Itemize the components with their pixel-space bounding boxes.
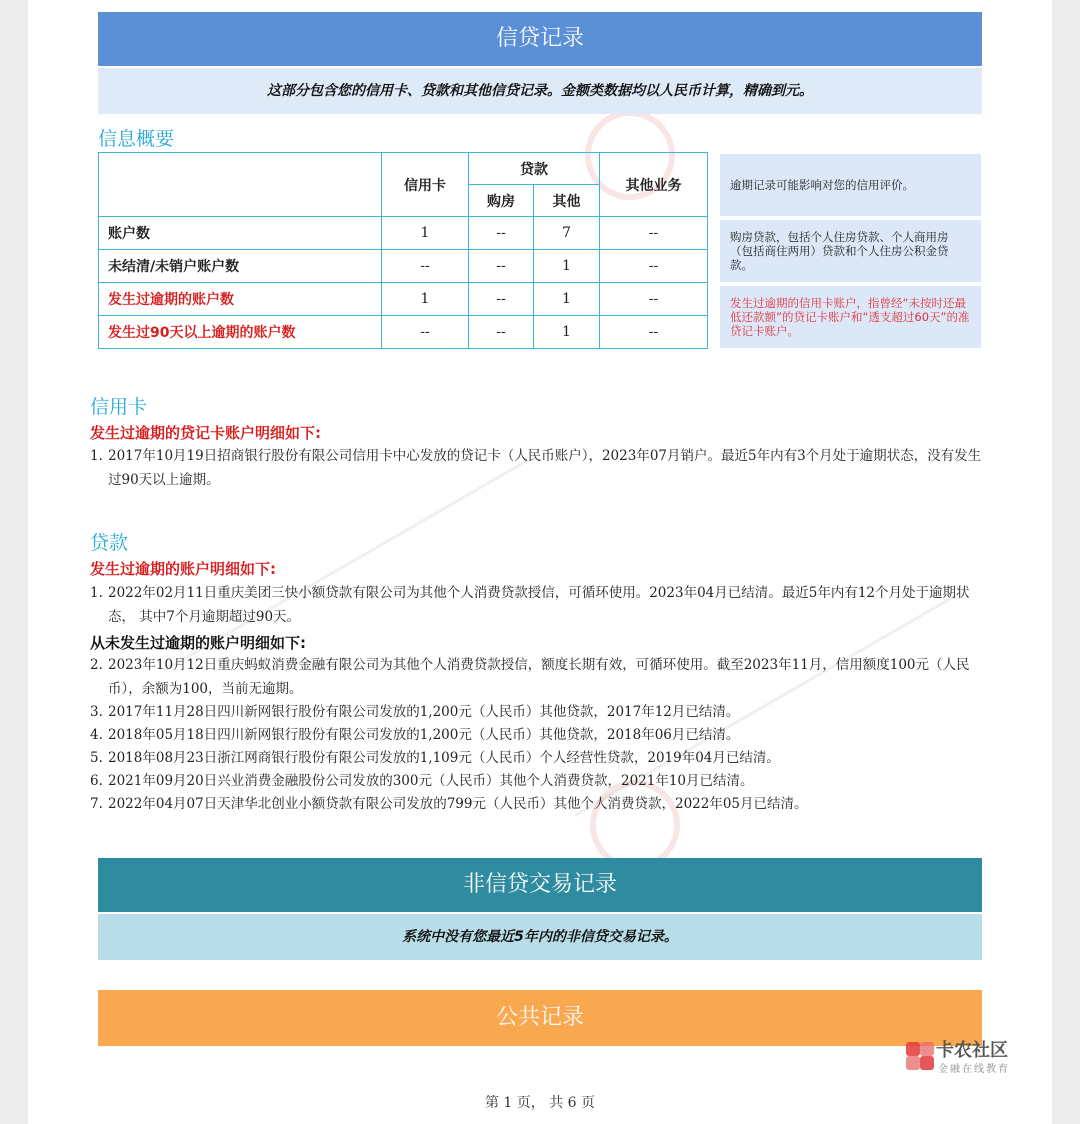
non-credit-banner — [98, 858, 982, 912]
item-text: 2018年05月18日四川新网银行股份有限公司发放的1,200元（人民币）其他贷款，2018年06月已结清。 — [108, 727, 740, 743]
overview-heading: 信息概要 — [98, 128, 175, 150]
note-overdue-impact: 逾期记录可能影响对您的信用评价。 — [720, 154, 981, 216]
header-housing: 购房 — [469, 185, 534, 217]
cell-other-business: -- — [600, 250, 708, 283]
cell-other: 1 — [534, 250, 600, 283]
item-text: 2017年10月19日招商银行股份有限公司信用卡中心发放的贷记卡（人民币账户），2023年07月销户。最近5年内有3个月处于逾期状态，没有发生过90天以上逾期。 — [108, 448, 982, 488]
cell-credit-card: -- — [382, 250, 469, 283]
item-number: 5. — [90, 750, 103, 766]
cell-credit-card: -- — [382, 316, 469, 349]
cell-housing: -- — [469, 250, 534, 283]
list-item — [90, 653, 990, 701]
item-number: 4. — [90, 727, 103, 743]
loan-normal-heading: 从未发生过逾期的账户明细如下: — [90, 634, 307, 652]
note-overdue-card: 发生过逾期的信用卡账户，指曾经“未按时还最低还款额”的贷记卡账户和“透支超过60天”的准贷记卡账户。 — [720, 286, 981, 348]
item-text: 2018年08月23日浙江网商银行股份有限公司发放的1,109元（人民币）个人经营性贷款，2019年04月已结清。 — [108, 750, 780, 766]
page-number: 第 1 页， 共 6 页 — [484, 1095, 596, 1111]
credit-records-subtitle: 这部分包含您的信用卡、贷款和其他信贷记录。金额类数据均以人民币计算，精确到元。 — [98, 68, 982, 114]
table-row — [99, 217, 708, 250]
non-credit-title: 非信贷交易记录 — [462, 872, 617, 897]
item-number: 3. — [90, 704, 103, 720]
list-item — [90, 792, 990, 816]
non-credit-subtitle: 系统中没有您最近5年内的非信贷交易记录。 — [98, 914, 982, 960]
credit-records-banner — [98, 12, 982, 66]
note-housing-loan: 购房贷款，包括个人住房贷款、个人商用房（包括商住两用）贷款和个人住房公积金贷款。 — [720, 220, 981, 282]
row-label: 发生过逾期的账户数 — [99, 283, 382, 316]
cell-other: 1 — [534, 283, 600, 316]
cell-housing: -- — [469, 217, 534, 250]
public-records-banner — [98, 990, 982, 1046]
row-label: 未结清/未销户账户数 — [99, 250, 382, 283]
logo-name: 卡农社区 — [936, 1040, 1008, 1061]
table-corner — [99, 153, 382, 217]
cell-credit-card: 1 — [382, 217, 469, 250]
item-text: 2023年10月12日重庆蚂蚁消费金融有限公司为其他个人消费贷款授信，额度长期有效，可循环使用。截至2023年11月，信用额度100元（人民币），余额为100，当前无逾期。 — [108, 657, 970, 697]
cell-housing: -- — [469, 316, 534, 349]
item-number: 6. — [90, 773, 103, 789]
cell-housing: -- — [469, 283, 534, 316]
logo-mark-icon — [902, 1038, 938, 1074]
row-label: 账户数 — [99, 217, 382, 250]
community-logo — [902, 1036, 1022, 1076]
header-loan: 贷款 — [469, 153, 600, 185]
logo-tagline: 金融在线教育 — [938, 1064, 1010, 1075]
item-number: 1. — [90, 585, 103, 601]
item-number: 7. — [90, 796, 103, 812]
cell-other: 1 — [534, 316, 600, 349]
table-row — [99, 250, 708, 283]
list-item — [90, 746, 990, 770]
item-number: 1. — [90, 448, 103, 464]
item-number: 2. — [90, 657, 103, 673]
item-text: 2021年09月20日兴业消费金融股份公司发放的300元（人民币）其他个人消费贷款，2021年10月已结清。 — [108, 773, 754, 789]
list-item — [90, 581, 990, 629]
header-other-business: 其他业务 — [600, 153, 708, 217]
list-item — [90, 769, 990, 793]
list-item — [90, 444, 990, 492]
table-row — [99, 316, 708, 349]
list-item — [90, 700, 990, 724]
row-label: 发生过90天以上逾期的账户数 — [99, 316, 382, 349]
item-text: 2022年02月11日重庆美团三快小额贷款有限公司为其他个人消费贷款授信，可循环使用。2023年04月已结清。最近5年内有12个月处于逾期状态， 其中7个月逾期超过90天。 — [108, 585, 970, 625]
item-text: 2022年04月07日天津华北创业小额贷款有限公司发放的799元（人民币）其他个人消费贷款，2022年05月已结清。 — [108, 796, 808, 812]
cell-other-business: -- — [600, 283, 708, 316]
item-text: 2017年11月28日四川新网银行股份有限公司发放的1,200元（人民币）其他贷款，2017年12月已结清。 — [108, 704, 740, 720]
list-item — [90, 723, 990, 747]
header-credit-card: 信用卡 — [382, 153, 469, 217]
overview-table — [98, 152, 708, 349]
loan-heading: 贷款 — [90, 532, 129, 554]
cell-other-business: -- — [600, 217, 708, 250]
public-records-title: 公共记录 — [495, 1005, 584, 1030]
credit-card-overdue-heading: 发生过逾期的贷记卡账户明细如下: — [90, 424, 322, 442]
loan-overdue-heading: 发生过逾期的账户明细如下: — [90, 560, 276, 578]
table-row — [99, 283, 708, 316]
credit-card-heading: 信用卡 — [90, 396, 148, 418]
credit-records-title: 信贷记录 — [495, 26, 584, 51]
cell-other: 7 — [534, 217, 600, 250]
cell-other-business: -- — [600, 316, 708, 349]
header-other: 其他 — [534, 185, 600, 217]
cell-credit-card: 1 — [382, 283, 469, 316]
